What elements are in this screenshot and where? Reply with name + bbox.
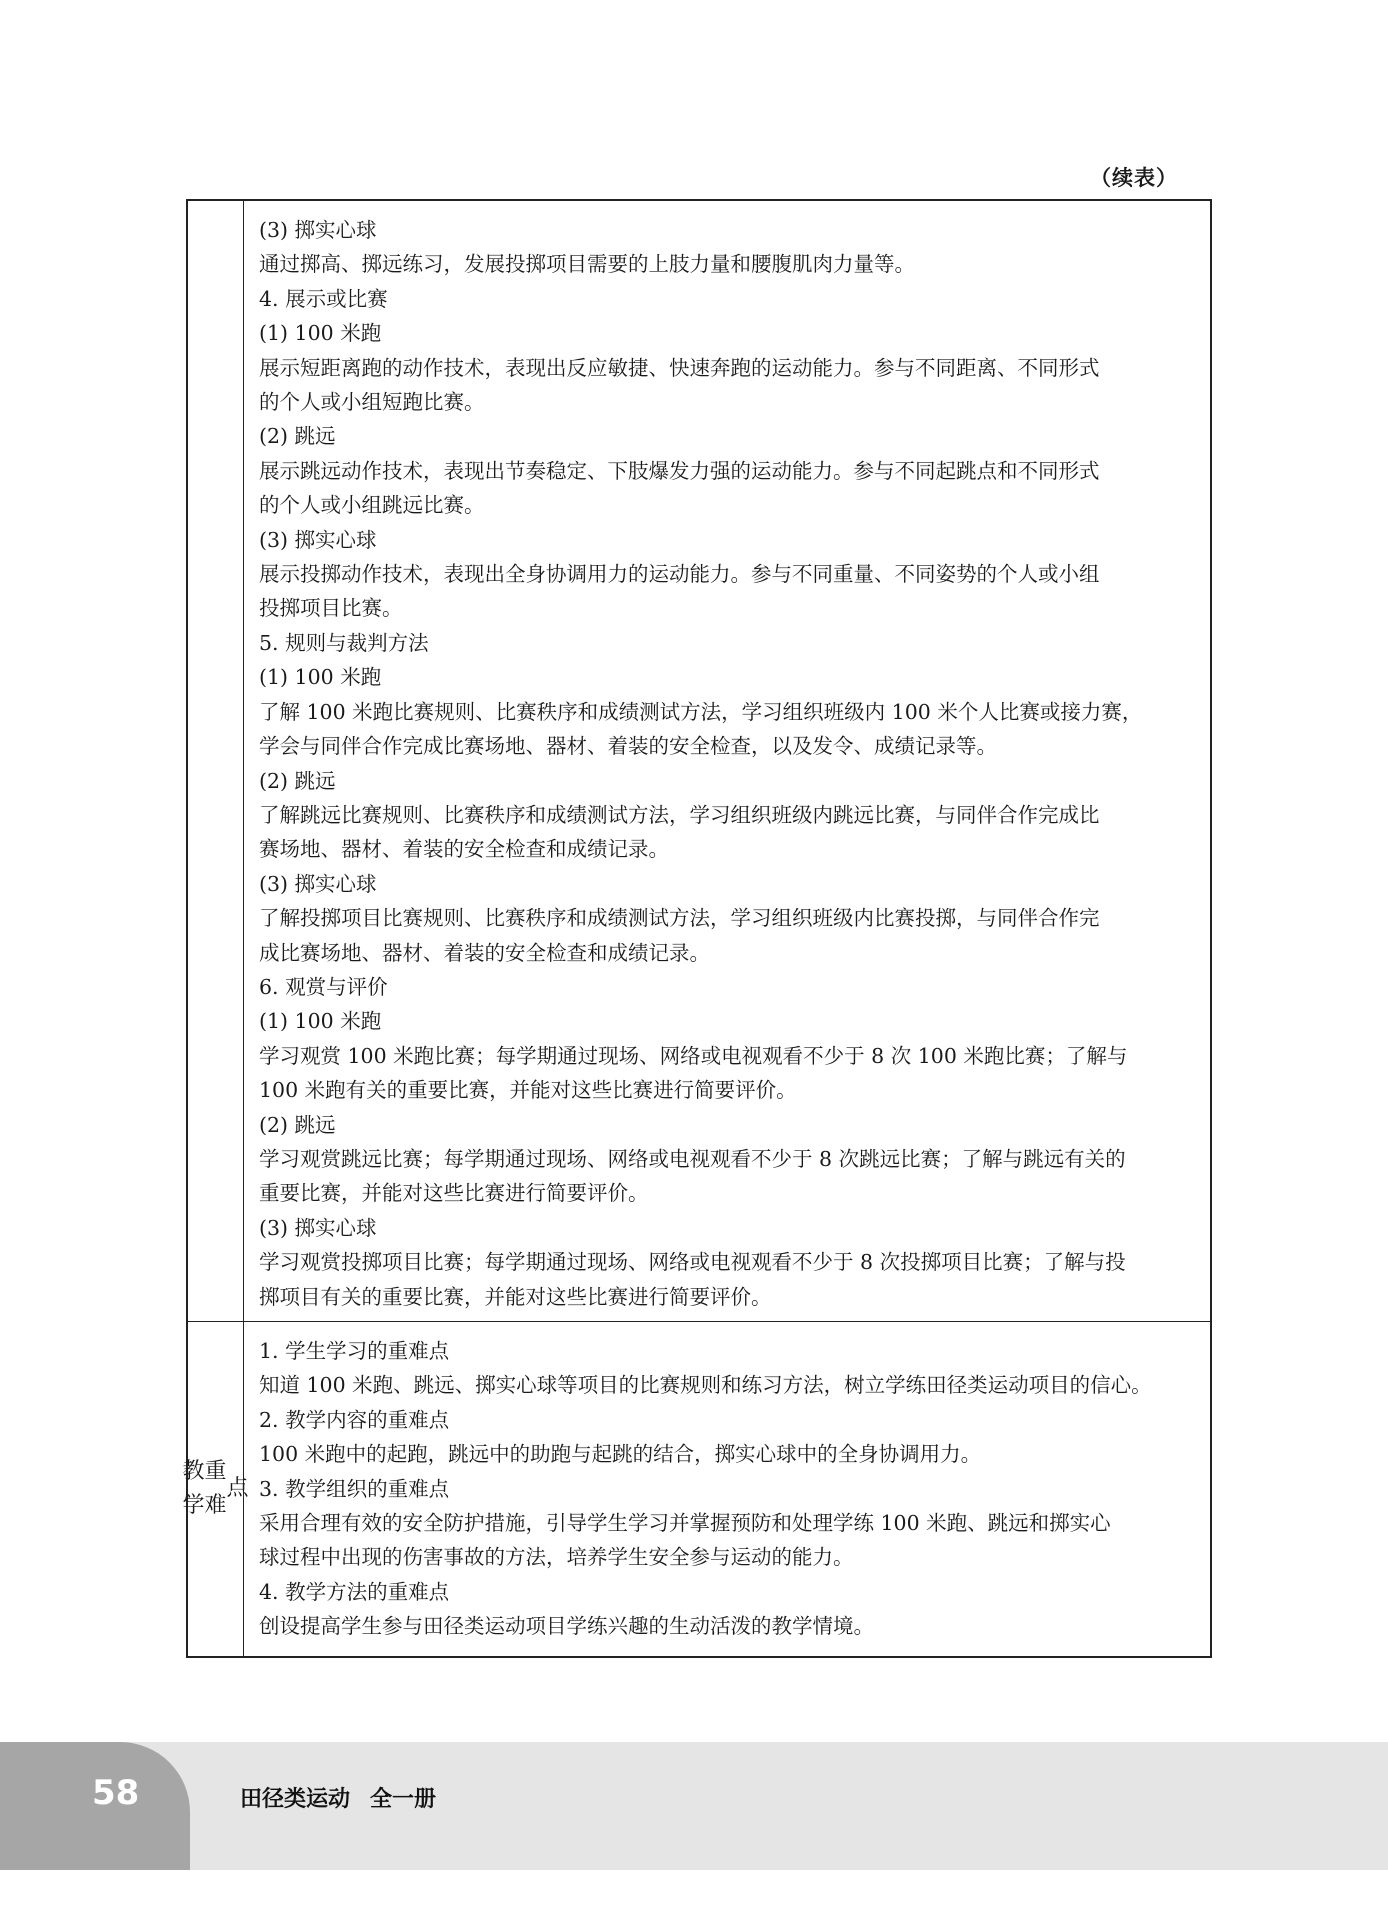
table-row-content: [188, 201, 1210, 1321]
content-cell: [244, 201, 1210, 1321]
text-line: 展示跳远动作技术，表现出节奏稳定、下肢爆发力强的运动能力。参与不同起跳点和不同形式: [259, 458, 1100, 483]
text-line: 学习观赏投掷项目比赛；每学期通过现场、网络或电视观看不少于 8 次投掷项目比赛；了解与投: [259, 1250, 1126, 1275]
text-line: (2) 跳远: [259, 1112, 336, 1137]
text-line: 掷项目有关的重要比赛，并能对这些比赛进行简要评价。: [259, 1284, 772, 1309]
text-line: 采用合理有效的安全防护措施，引导学生学习并掌握预防和处理学练 100 米跑、跳远和掷实心: [259, 1511, 1111, 1536]
book-title: [240, 1782, 436, 1813]
text-line: (3) 掷实心球: [259, 218, 377, 242]
text-line: 4. 教学方法的重难点: [259, 1579, 450, 1604]
text-line: 了解 100 米跑比赛规则、比赛秩序和成绩测试方法，学习组织班级内 100 米个人比赛或接力赛，: [259, 699, 1143, 724]
text-line: 5. 规则与裁判方法: [259, 630, 429, 655]
text-line: 3. 教学组织的重难点: [259, 1476, 450, 1501]
text-line: 学习观赏跳远比赛；每学期通过现场、网络或电视观看不少于 8 次跳远比赛；了解与跳远有关的: [259, 1146, 1126, 1171]
text-line: (2) 跳远: [259, 768, 336, 793]
text-line: 展示短距离跑的动作技术，表现出反应敏捷、快速奔跑的运动能力。参与不同距离、不同形式: [259, 355, 1100, 380]
book-volume: 全一册: [370, 1787, 437, 1812]
text-line: (3) 掷实心球: [259, 1215, 377, 1240]
continued-label: （续表）: [1090, 166, 1178, 190]
text-line: 学会与同伴合作完成比赛场地、器材、着装的安全检查，以及发令、成绩记录等。: [259, 734, 997, 759]
text-line: 球过程中出现的伤害事故的方法，培养学生安全参与运动的能力。: [259, 1545, 854, 1570]
text-line: (1) 100 米跑: [259, 321, 382, 346]
text-line: 成比赛场地、器材、着装的安全检查和成绩记录。: [259, 940, 710, 965]
text-line: 的个人或小组跳远比赛。: [259, 493, 485, 518]
row-label-text: 重难: [204, 1459, 227, 1518]
text-line: (2) 跳远: [259, 424, 336, 449]
text-line: 100 米跑中的起跑，跳远中的助跑与起跳的结合，掷实心球中的全身协调用力。: [259, 1442, 982, 1467]
curriculum-table: [182, 199, 1212, 1658]
text-line: 2. 教学内容的重难点: [259, 1407, 450, 1432]
text-line: 学习观赏 100 米跑比赛；每学期通过现场、网络或电视观看不少于 8 次 100 米跑比赛；了解与: [259, 1043, 1128, 1068]
row-label-text: 教学: [182, 1459, 205, 1518]
row-label-empty: [188, 201, 244, 1321]
text-line: 投掷项目比赛。: [259, 596, 403, 621]
text-line: 通过掷高、掷远练习，发展投掷项目需要的上肢力量和腰腹肌肉力量等。: [259, 252, 915, 277]
text-line: (3) 掷实心球: [259, 527, 377, 552]
text-line: 赛场地、器材、着装的安全检查和成绩记录。: [259, 837, 669, 862]
text-line: 1. 学生学习的重难点: [259, 1339, 450, 1363]
text-line: (1) 100 米跑: [259, 1009, 382, 1034]
footer-band: [0, 1742, 1388, 1870]
text-line: 4. 展示或比赛: [259, 286, 388, 311]
text-line: 重要比赛，并能对这些比赛进行简要评价。: [259, 1181, 649, 1206]
text-line: 6. 观赏与评价: [259, 974, 388, 999]
row-label-key-difficulties: [182, 1322, 249, 1656]
table-row-key-difficulties: [182, 1321, 1210, 1656]
book-title-text: 田径类运动: [240, 1787, 351, 1812]
page-number: 58: [92, 1773, 140, 1813]
text-line: 100 米跑有关的重要比赛，并能对这些比赛进行简要评价。: [259, 1078, 797, 1103]
row-label-text: 点: [226, 1476, 249, 1501]
text-line: 了解投掷项目比赛规则、比赛秩序和成绩测试方法，学习组织班级内比赛投掷，与同伴合作完: [259, 906, 1100, 931]
key-difficulties-cell: [244, 1322, 1210, 1656]
text-line: 创设提高学生参与田径类运动项目学练兴趣的生动活泼的教学情境。: [259, 1614, 874, 1639]
text-line: (3) 掷实心球: [259, 871, 377, 896]
text-line: 了解跳远比赛规则、比赛秩序和成绩测试方法，学习组织班级内跳远比赛，与同伴合作完成比: [259, 802, 1100, 827]
text-line: 的个人或小组短跑比赛。: [259, 390, 485, 415]
text-line: 知道 100 米跑、跳远、掷实心球等项目的比赛规则和练习方法，树立学练田径类运动项目的信心。: [259, 1373, 1152, 1398]
text-line: 展示投掷动作技术，表现出全身协调用力的运动能力。参与不同重量、不同姿势的个人或小组: [259, 562, 1100, 587]
text-line: (1) 100 米跑: [259, 665, 382, 690]
